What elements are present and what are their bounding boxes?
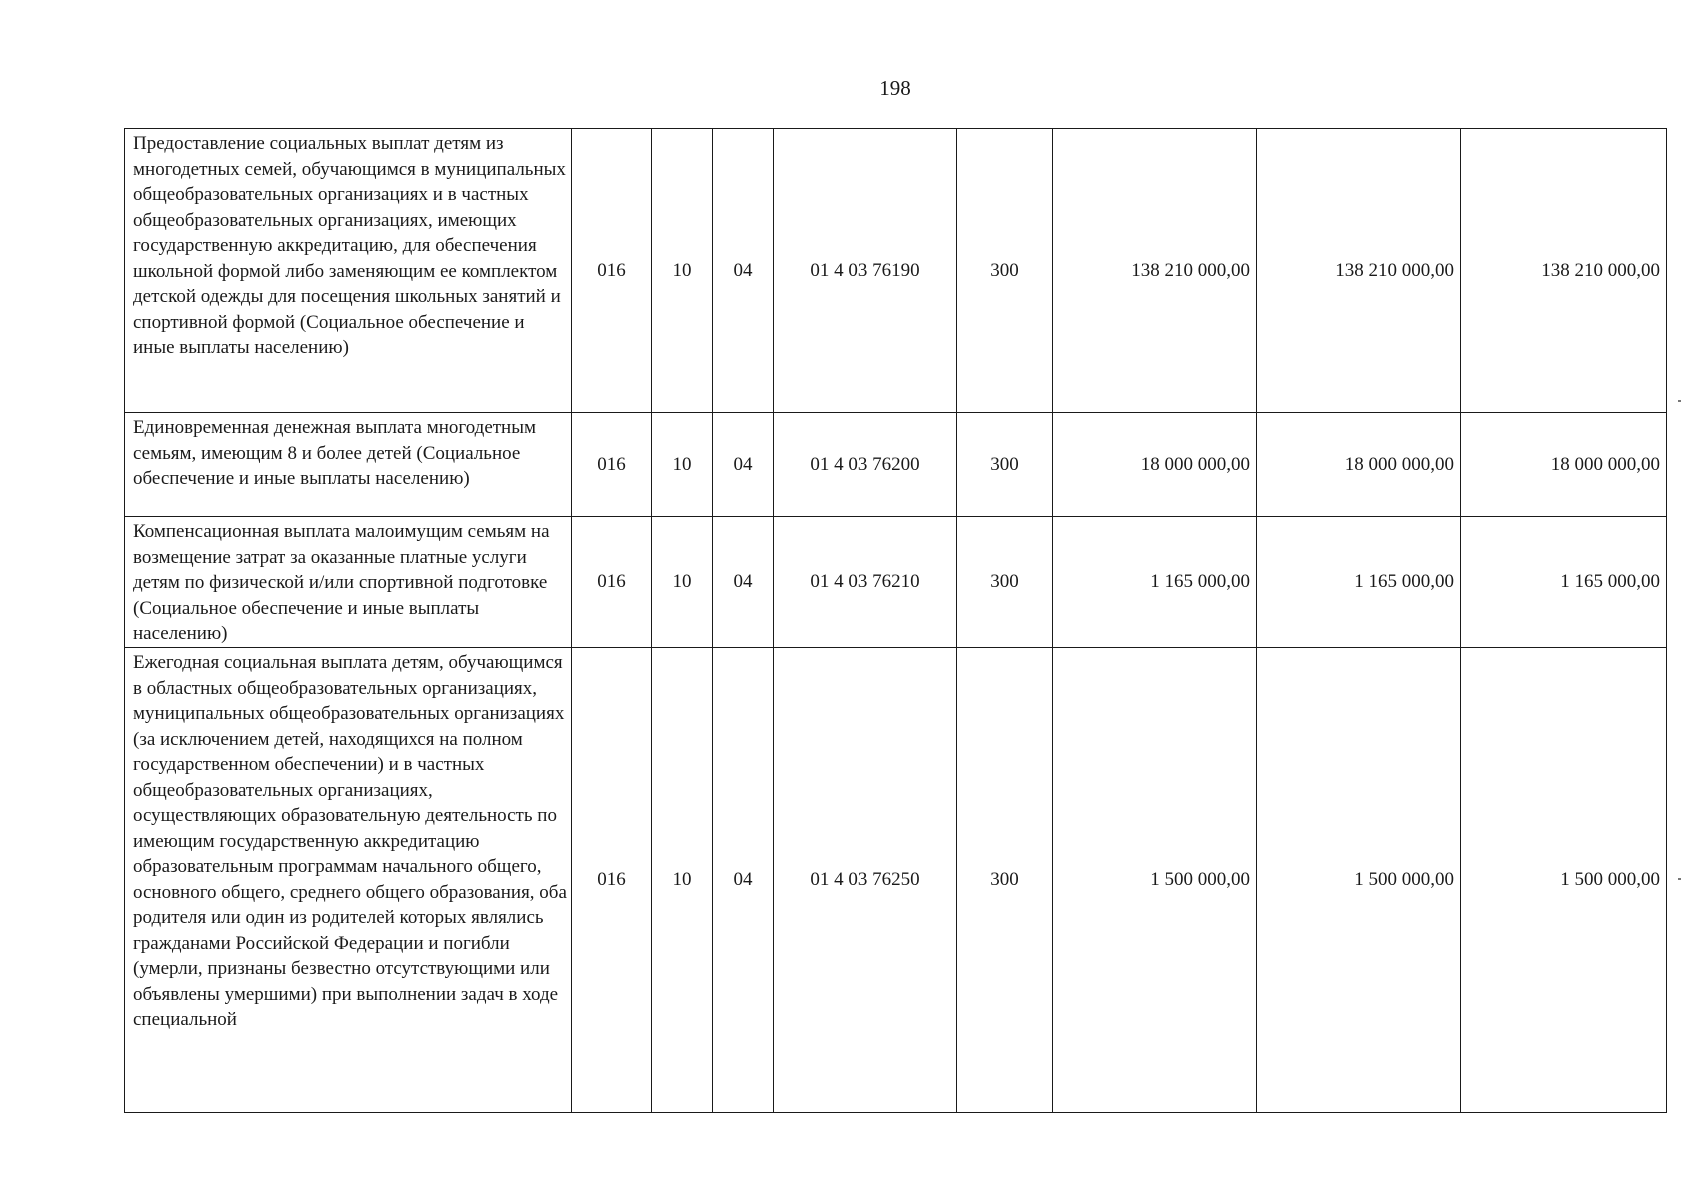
amount-year-1: 138 210 000,00 — [1053, 129, 1257, 413]
amount-year-3: 1 500 000,00 — [1461, 648, 1667, 1113]
expense-type-code: 300 — [957, 517, 1053, 648]
budget-table — [124, 128, 1667, 1113]
target-article-code: 01 4 03 76250 — [774, 648, 957, 1113]
row-description: Единовременная денежная выплата многодетным семьям, имеющим 8 и более детей (Социальное обеспечение и иные выплаты населению) — [125, 413, 572, 517]
expense-type-code: 300 — [957, 648, 1053, 1113]
subsection-code: 04 — [713, 517, 774, 648]
amount-year-1: 18 000 000,00 — [1053, 413, 1257, 517]
expense-type-code: 300 — [957, 413, 1053, 517]
subsection-code: 04 — [713, 129, 774, 413]
page-number: 198 — [879, 76, 911, 100]
ministry-code: 016 — [572, 648, 652, 1113]
scan-speck — [1678, 878, 1681, 880]
section-code: 10 — [652, 413, 713, 517]
amount-year-2: 18 000 000,00 — [1257, 413, 1461, 517]
table-row — [125, 648, 1667, 1113]
target-article-code: 01 4 03 76210 — [774, 517, 957, 648]
expense-type-code: 300 — [957, 129, 1053, 413]
row-description: Предоставление социальных выплат детям из многодетных семей, обучающимся в муниципальных общеобразовательных организациях и в частных общеобразовательных организациях, имеющих государственную аккредитацию, для обеспечения школьной формой либо заменяющим ее комплектом детской одежды для посещения школьных занятий и спортивной формой (Социальное обеспечение и иные выплаты населению) — [125, 129, 572, 413]
subsection-code: 04 — [713, 648, 774, 1113]
amount-year-2: 1 500 000,00 — [1257, 648, 1461, 1113]
section-code: 10 — [652, 648, 713, 1113]
target-article-code: 01 4 03 76200 — [774, 413, 957, 517]
ministry-code: 016 — [572, 129, 652, 413]
table-row — [125, 413, 1667, 517]
table-row — [125, 517, 1667, 648]
amount-year-3: 1 165 000,00 — [1461, 517, 1667, 648]
amount-year-3: 18 000 000,00 — [1461, 413, 1667, 517]
row-description-cell — [125, 648, 572, 1113]
section-code: 10 — [652, 517, 713, 648]
subsection-code: 04 — [713, 413, 774, 517]
amount-year-3: 138 210 000,00 — [1461, 129, 1667, 413]
amount-year-1: 1 500 000,00 — [1053, 648, 1257, 1113]
amount-year-2: 1 165 000,00 — [1257, 517, 1461, 648]
amount-year-1: 1 165 000,00 — [1053, 517, 1257, 648]
ministry-code: 016 — [572, 517, 652, 648]
row-description: Ежегодная социальная выплата детям, обучающимся в областных общеобразовательных организациях, муниципальных общеобразовательных организациях (за исключением детей, находящихся на полном государственном обеспечении) и в частных общеобразовательных организациях, осуществляющих образовательную деятельность по имеющим государственную аккредитацию образовательным программам начального общего, основного общего, среднего общего образования, оба родителя или один из родителей которых являлись гражданами Российской Федерации и погибли (умерли, признаны безвестно отсутствующими или объявлены умершими) при выполнении задач в ходе специальной — [133, 652, 567, 1030]
amount-year-2: 138 210 000,00 — [1257, 129, 1461, 413]
section-code: 10 — [652, 129, 713, 413]
target-article-code: 01 4 03 76190 — [774, 129, 957, 413]
ministry-code: 016 — [572, 413, 652, 517]
scan-speck — [1678, 400, 1681, 402]
row-description: Компенсационная выплата малоимущим семьям на возмещение затрат за оказанные платные услуги детям по физической и/или спортивной подготовке (Социальное обеспечение и иные выплаты населению) — [125, 517, 572, 648]
table-row — [125, 129, 1667, 413]
